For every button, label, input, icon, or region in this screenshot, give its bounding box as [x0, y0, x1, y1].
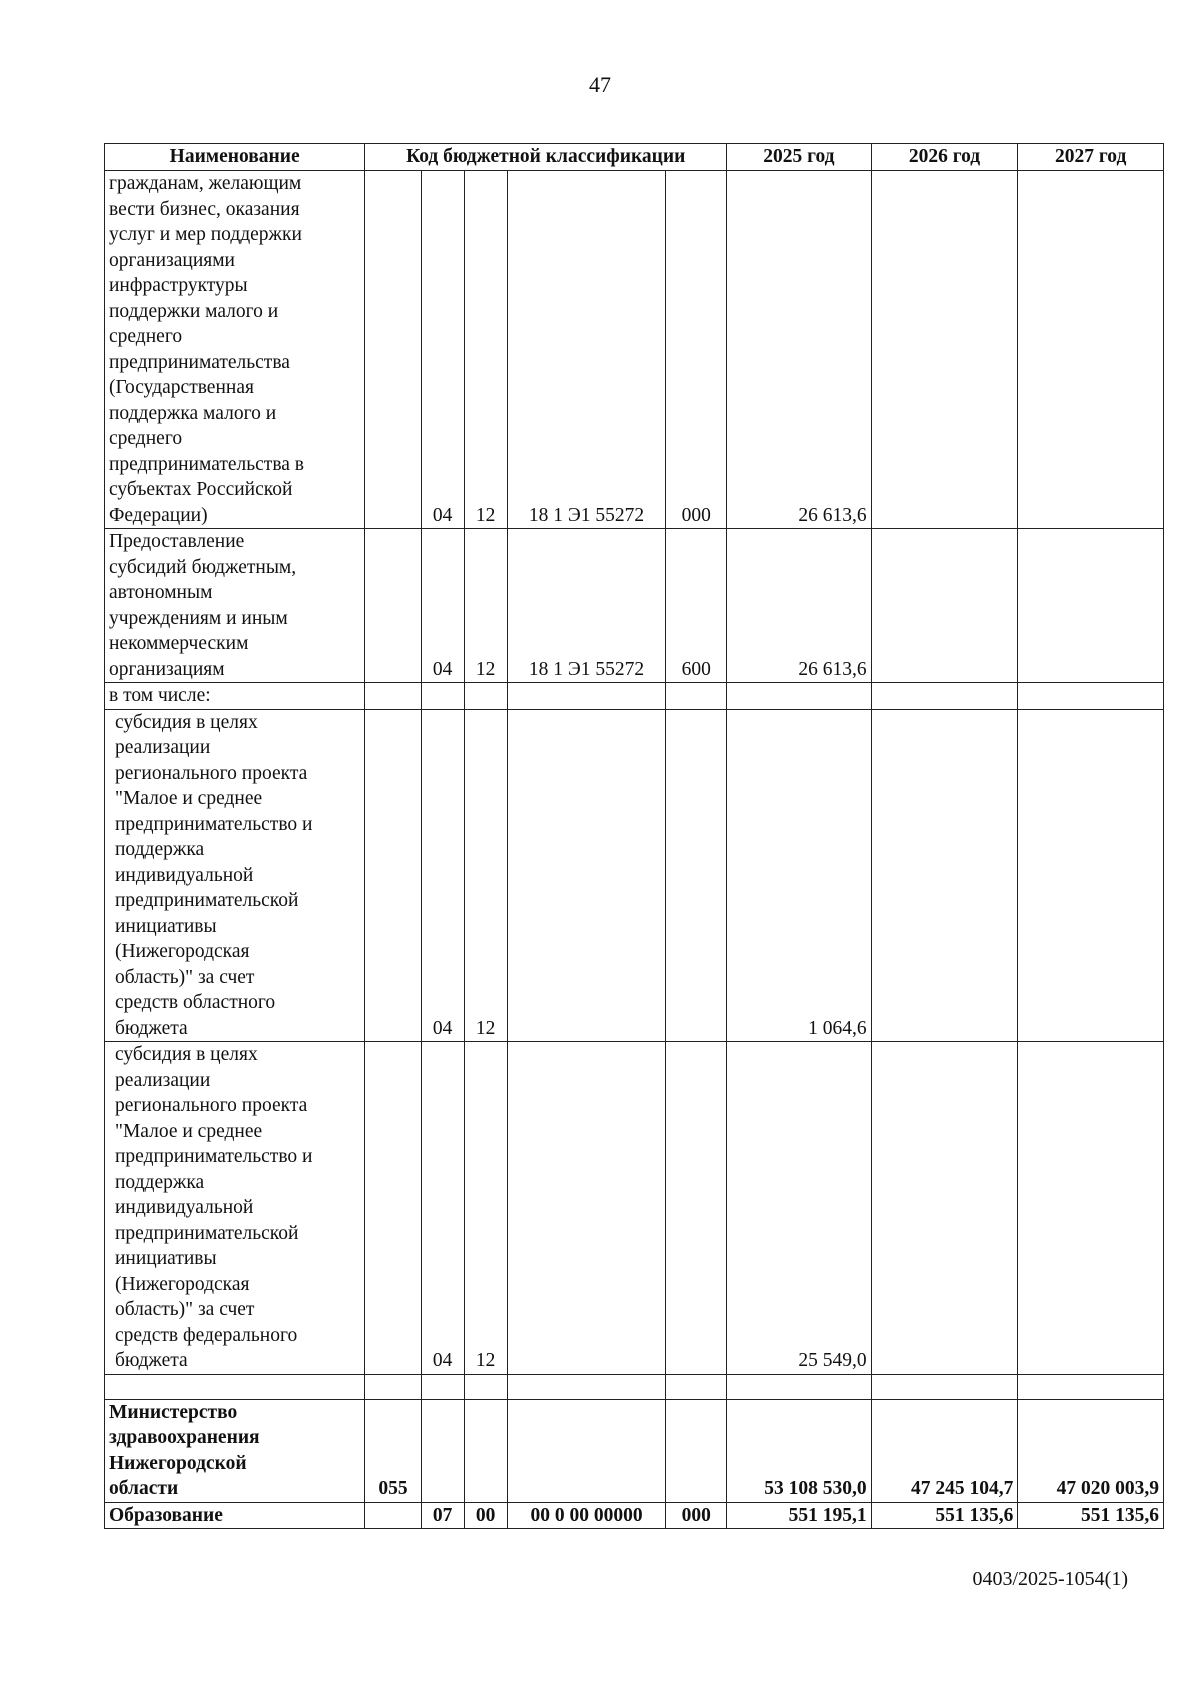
row-2026	[871, 1042, 1018, 1375]
row-target	[507, 683, 666, 710]
row-ministry	[365, 529, 421, 683]
row-type: 000	[666, 171, 727, 529]
row-name: Министерство здравоохранения Нижегородской области	[105, 1399, 365, 1502]
empty-cell	[421, 1374, 464, 1399]
empty-cell	[666, 1374, 727, 1399]
row-type	[666, 683, 727, 710]
row-type: 000	[666, 1502, 727, 1529]
document-number: 0403/2025-1054(1)	[972, 1568, 1128, 1590]
row-name: Образование	[105, 1502, 365, 1529]
row-section: 04	[421, 1042, 464, 1375]
table-header-row	[105, 144, 1164, 171]
row-target: 00 0 00 00000	[507, 1502, 666, 1529]
row-2026: 47 245 104,7	[871, 1399, 1018, 1502]
row-subsection	[464, 683, 507, 710]
row-2027	[1018, 1042, 1164, 1375]
row-name: в том числе:	[105, 683, 365, 710]
row-type	[666, 709, 727, 1042]
row-section	[421, 1399, 464, 1502]
row-2025: 551 195,1	[727, 1502, 872, 1529]
page-number: 47	[589, 72, 611, 97]
empty-cell	[464, 1374, 507, 1399]
table-row-ministry	[105, 1399, 1164, 1502]
row-2027: 551 135,6	[1018, 1502, 1164, 1529]
row-subsection: 12	[464, 171, 507, 529]
row-type: 600	[666, 529, 727, 683]
row-ministry	[365, 1042, 421, 1375]
row-target: 18 1 Э1 55272	[507, 171, 666, 529]
row-ministry	[365, 709, 421, 1042]
row-2025: 26 613,6	[727, 171, 872, 529]
row-2026: 551 135,6	[871, 1502, 1018, 1529]
table-row	[105, 709, 1164, 1042]
row-section: 04	[421, 529, 464, 683]
row-name: субсидия в целях реализации регионального проекта "Малое и среднее предпринимательство и поддержка индивидуальной предпринимательской инициативы (Нижегородская область)" за счет средств федерального бюджета	[105, 1042, 365, 1375]
row-type	[666, 1399, 727, 1502]
row-2026	[871, 171, 1018, 529]
table-row	[105, 683, 1164, 710]
row-name: Предоставление субсидий бюджетным, автономным учреждениям и иным некоммерческим организациям	[105, 529, 365, 683]
row-target	[507, 709, 666, 1042]
empty-cell	[365, 1374, 421, 1399]
budget-table	[104, 143, 1164, 1529]
empty-cell	[105, 1374, 365, 1399]
table-row-section	[105, 1502, 1164, 1529]
row-name: гражданам, желающим вести бизнес, оказания услуг и мер поддержки организациями инфраструктуры поддержки малого и среднего предпринимательства (Государственная поддержка малого и среднего предпринимательства в субъектах Российской Федерации)	[105, 171, 365, 529]
row-ministry	[365, 1502, 421, 1529]
row-2027	[1018, 683, 1164, 710]
row-2025: 1 064,6	[727, 709, 872, 1042]
header-2025: 2025 год	[727, 144, 872, 171]
row-section	[421, 683, 464, 710]
empty-cell	[507, 1374, 666, 1399]
table-row	[105, 1042, 1164, 1375]
row-subsection	[464, 1399, 507, 1502]
row-2026	[871, 709, 1018, 1042]
row-2025: 26 613,6	[727, 529, 872, 683]
row-2027	[1018, 709, 1164, 1042]
row-subsection: 12	[464, 529, 507, 683]
row-subsection: 00	[464, 1502, 507, 1529]
row-subsection: 12	[464, 1042, 507, 1375]
row-2027: 47 020 003,9	[1018, 1399, 1164, 1502]
row-2026	[871, 683, 1018, 710]
header-code: Код бюджетной классификации	[365, 144, 727, 171]
row-section: 04	[421, 709, 464, 1042]
row-2025	[727, 683, 872, 710]
row-subsection: 12	[464, 709, 507, 1042]
row-section: 04	[421, 171, 464, 529]
table-row	[105, 171, 1164, 529]
row-ministry	[365, 683, 421, 710]
header-2027: 2027 год	[1018, 144, 1164, 171]
empty-cell	[871, 1374, 1018, 1399]
row-ministry: 055	[365, 1399, 421, 1502]
row-2027	[1018, 171, 1164, 529]
empty-cell	[1018, 1374, 1164, 1399]
row-2025: 25 549,0	[727, 1042, 872, 1375]
row-section: 07	[421, 1502, 464, 1529]
empty-cell	[727, 1374, 872, 1399]
header-name: Наименование	[105, 144, 365, 171]
row-2025: 53 108 530,0	[727, 1399, 872, 1502]
row-2027	[1018, 529, 1164, 683]
empty-row	[105, 1374, 1164, 1399]
row-target	[507, 1042, 666, 1375]
row-ministry	[365, 171, 421, 529]
row-target: 18 1 Э1 55272	[507, 529, 666, 683]
row-2026	[871, 529, 1018, 683]
row-target	[507, 1399, 666, 1502]
row-name: субсидия в целях реализации регионального проекта "Малое и среднее предпринимательство и поддержка индивидуальной предпринимательской инициативы (Нижегородская область)" за счет средств областного бюджета	[105, 709, 365, 1042]
header-2026: 2026 год	[871, 144, 1018, 171]
table-row	[105, 529, 1164, 683]
row-type	[666, 1042, 727, 1375]
